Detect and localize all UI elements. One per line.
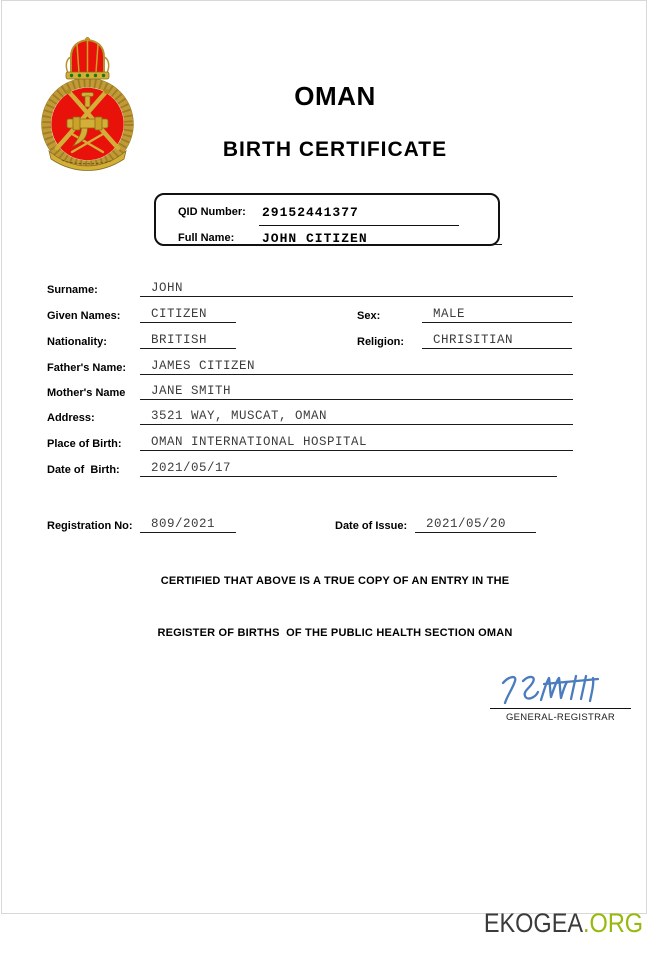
religion-label: Religion: <box>357 336 405 348</box>
date-of-issue-label: Date of Issue: <box>335 520 408 532</box>
given-names-value: CITIZEN <box>140 308 236 323</box>
date-of-birth-value: 2021/05/17 <box>140 462 557 477</box>
footer-brand <box>458 877 643 970</box>
full-name-value: JOHN CITIZEN <box>262 231 368 246</box>
signature-line <box>490 708 631 709</box>
birth-certificate-page <box>1 0 647 938</box>
qid-underline <box>259 225 459 226</box>
sex-label: Sex: <box>357 310 381 322</box>
mothers-name-value: JANE SMITH <box>140 385 573 400</box>
sex-value: MALE <box>422 308 572 323</box>
given-names-label: Given Names: <box>47 310 121 322</box>
registration-no-label: Registration No: <box>47 520 133 532</box>
place-of-birth-value: OMAN INTERNATIONAL HOSPITAL <box>140 436 573 451</box>
place-of-birth-label: Place of Birth: <box>47 438 122 450</box>
footer-brand-name: EKOGEA <box>483 908 583 938</box>
nationality-label: Nationality: <box>47 336 107 348</box>
document-title: BIRTH CERTIFICATE <box>222 138 448 161</box>
certification-line-2: REGISTER OF BIRTHS OF THE PUBLIC HEALTH SECTION OMAN <box>157 627 513 639</box>
address-label: Address: <box>47 412 95 424</box>
mothers-name-label: Mother's Name <box>47 387 126 399</box>
surname-value: JOHN <box>140 282 573 297</box>
fathers-name-label: Father's Name: <box>47 362 127 374</box>
qid-number-value: 29152441377 <box>262 205 359 220</box>
fathers-name-value: JAMES CITIZEN <box>140 360 573 375</box>
registrar-title: GENERAL-REGISTRAR <box>505 712 616 723</box>
qid-number-label: QID Number: <box>178 206 246 218</box>
full-name-underline <box>259 244 502 245</box>
date-of-birth-label: Date of Birth: <box>47 464 120 476</box>
religion-value: CHRISITIAN <box>422 334 572 349</box>
surname-label: Surname: <box>47 284 98 296</box>
qid-box <box>154 193 500 246</box>
registration-no-value: 809/2021 <box>140 518 236 533</box>
country-title: OMAN <box>294 81 376 111</box>
footer-brand-suffix: .ORG <box>582 908 643 938</box>
date-of-issue-value: 2021/05/20 <box>415 518 536 533</box>
nationality-value: BRITISH <box>140 334 236 349</box>
full-name-label: Full Name: <box>178 232 235 244</box>
certification-line-1: CERTIFIED THAT ABOVE IS A TRUE COPY OF AN ENTRY IN THE <box>160 575 510 587</box>
address-value: 3521 WAY, MUSCAT, OMAN <box>140 410 573 425</box>
registrar-signature-ink <box>498 669 603 709</box>
